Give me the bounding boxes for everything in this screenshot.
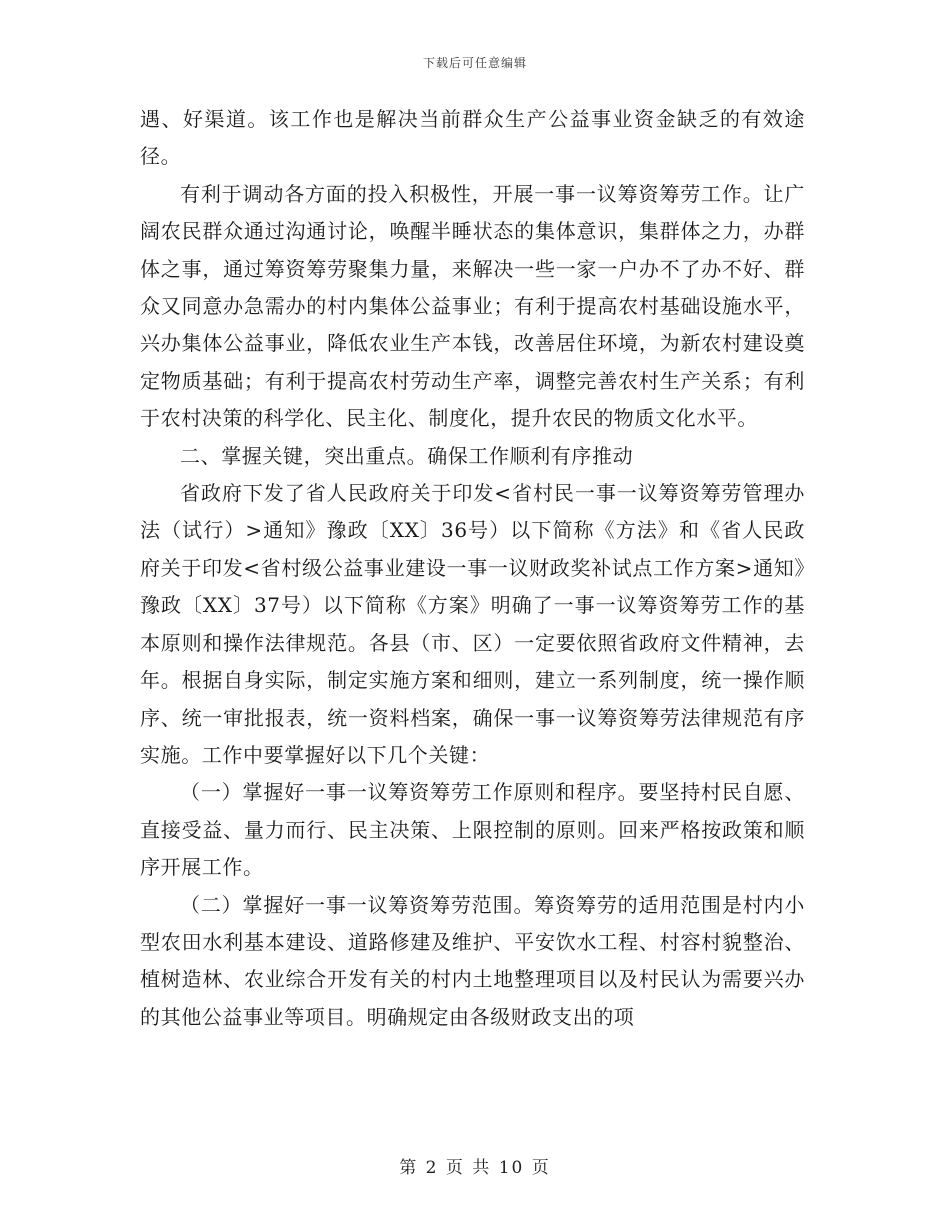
paragraph: （一）掌握好一事一议筹资筹劳工作原则和程序。要坚持村民自愿、直接受益、量力而行、民主决策、上限控制的原则。回来严格按政策和顺序开展工作。 — [140, 780, 805, 880]
page-header-note: 下载后可任意编辑 — [422, 56, 527, 70]
paragraph: 省政府下发了省人民政府关于印发<省村民一事一议筹资筹劳管理办法（试行）>通知》豫政〔XX〕36号）以下简称《方法》和《省人民政府关于印发<省村级公益事业建设一事一议财政奖补试点工作方案>通知》豫政〔XX〕37号）以下简称《方案》明确了一事一议筹资筹劳工作的基本原则和操作法律规范。各县（市、区）一定要依照省政府文件精神，去年。根据自身实际，制定实施方案和细则，建立一系列制度，统一操作顺序、统一审批报表，统一资料档案，确保一事一议筹资筹劳法律规范有序实施。工作中要掌握好以下几个关键： — [140, 481, 805, 767]
paragraph: 有利于调动各方面的投入积极性，开展一事一议筹资筹劳工作。让广阔农民群众通过沟通讨论，唤醒半睡状态的集体意识，集群体之力，办群体之事，通过筹资筹劳聚集力量，来解决一些一家一户办不了办不好、群众又同意办急需办的村内集体公益事业；有利于提高农村基础设施水平，兴办集体公益事业，降低农业生产本钱，改善居住环境，为新农村建设奠定物质基础；有利于提高农村劳动生产率，调整完善农村生产关系；有利于农村决策的科学化、民主化、制度化，提升农民的物质文化水平。 — [140, 181, 805, 431]
paragraph: 遇、好渠道。该工作也是解决当前群众生产公益事业资金缺乏的有效途径。 — [140, 107, 805, 169]
paragraph: （二）掌握好一事一议筹资筹劳范围。筹资筹劳的适用范围是村内小型农田水利基本建设、道路修建及维护、平安饮水工程、村容村貌整治、植树造林、农业综合开发有关的村内土地整理项目以及村民认为需要兴办的其他公益事业等项目。明确规定由各级财政支出的项 — [140, 892, 805, 1029]
page-number: 第 2 页 共 10 页 — [399, 1158, 551, 1178]
section-heading: 二、掌握关键，突出重点。确保工作顺利有序推动 — [180, 443, 634, 468]
document-body — [140, 101, 805, 1036]
